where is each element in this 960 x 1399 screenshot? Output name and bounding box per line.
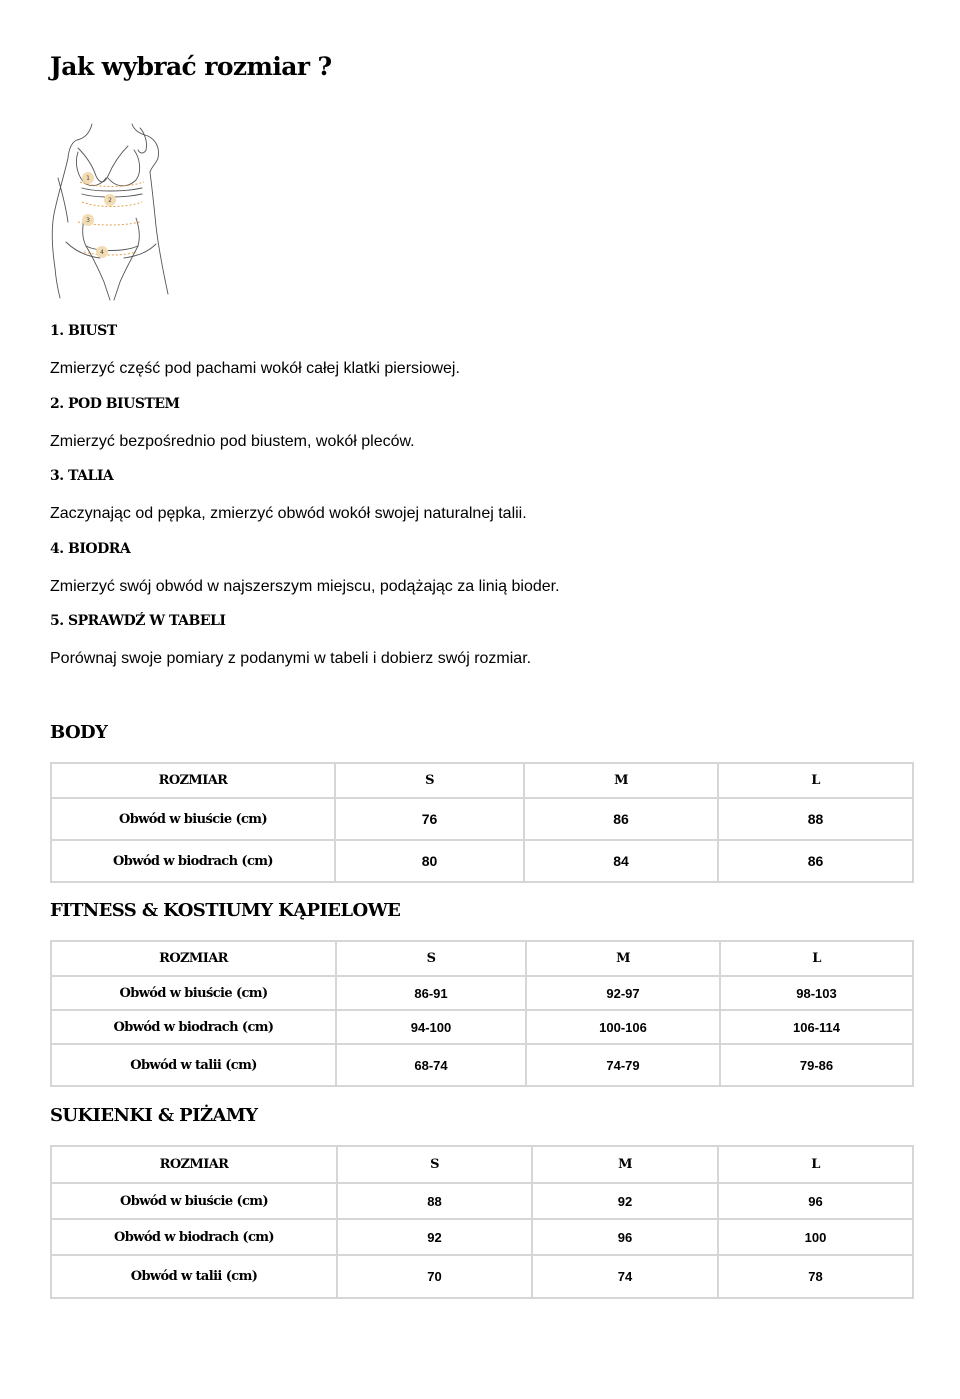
step-heading-biodra: 4. BIODRA xyxy=(50,541,131,557)
value-cell-m: 100-106 xyxy=(526,1010,720,1044)
value-cell-s: 92 xyxy=(337,1219,532,1255)
page-title: Jak wybrać rozmiar ? xyxy=(50,52,332,81)
table-row xyxy=(51,1044,913,1086)
table-row xyxy=(51,1255,913,1298)
step-text-talia: Zaczynając od pępka, zmierzyć obwód wokół swojej naturalnej talii. xyxy=(50,505,527,522)
row-label: Obwód w biodrach (cm) xyxy=(51,1010,336,1044)
value-cell-s: 86-91 xyxy=(336,976,526,1010)
value-cell-l: 98-103 xyxy=(720,976,913,1010)
size-table-body xyxy=(50,762,914,883)
header-cell-l: L xyxy=(720,941,913,976)
table-title-sukienki: SUKIENKI & PIŻAMY xyxy=(50,1105,258,1126)
value-cell-m: 84 xyxy=(524,840,718,882)
figure-marker-2: 2 xyxy=(108,197,112,204)
header-cell-m: M xyxy=(524,763,718,798)
value-cell-s: 80 xyxy=(335,840,524,882)
table-row xyxy=(51,976,913,1010)
figure-marker-3: 3 xyxy=(86,217,90,224)
header-cell-rozmiar: ROZMIAR xyxy=(51,763,335,798)
value-cell-s: 94-100 xyxy=(336,1010,526,1044)
table-title-body: BODY xyxy=(50,722,108,743)
value-cell-m: 74-79 xyxy=(526,1044,720,1086)
table-header-row xyxy=(51,763,913,798)
table-header-row xyxy=(51,941,913,976)
header-cell-l: L xyxy=(718,1146,913,1183)
step-heading-talia: 3. TALIA xyxy=(50,468,114,484)
step-text-biodra: Zmierzyć swój obwód w najszerszym miejscu, podążając za linią bioder. xyxy=(50,578,560,595)
row-label: Obwód w talii (cm) xyxy=(51,1044,336,1086)
value-cell-l: 86 xyxy=(718,840,913,882)
value-cell-m: 92-97 xyxy=(526,976,720,1010)
value-cell-l: 96 xyxy=(718,1183,913,1219)
value-cell-l: 100 xyxy=(718,1219,913,1255)
row-label: Obwód w biodrach (cm) xyxy=(51,840,335,882)
table-row xyxy=(51,1219,913,1255)
step-heading-biust: 1. BIUST xyxy=(50,323,117,339)
header-cell-rozmiar: ROZMIAR xyxy=(51,941,336,976)
size-table-fitness xyxy=(50,940,914,1087)
value-cell-m: 92 xyxy=(532,1183,718,1219)
step-text-pod-biustem: Zmierzyć bezpośrednio pod biustem, wokół pleców. xyxy=(50,433,415,450)
header-cell-m: M xyxy=(532,1146,718,1183)
step-text-biust: Zmierzyć część pod pachami wokół całej klatki piersiowej. xyxy=(50,360,460,377)
value-cell-s: 70 xyxy=(337,1255,532,1298)
table-row xyxy=(51,1010,913,1044)
value-cell-l: 106-114 xyxy=(720,1010,913,1044)
step-text-sprawdz: Porównaj swoje pomiary z podanymi w tabeli i dobierz swój rozmiar. xyxy=(50,650,532,667)
body-measurement-diagram-icon xyxy=(44,118,172,302)
table-header-row xyxy=(51,1146,913,1183)
step-heading-sprawdz: 5. SPRAWDŹ W TABELI xyxy=(50,613,226,629)
value-cell-l: 88 xyxy=(718,798,913,840)
table-title-fitness: FITNESS & KOSTIUMY KĄPIELOWE xyxy=(50,900,401,921)
table-row xyxy=(51,840,913,882)
header-cell-m: M xyxy=(526,941,720,976)
row-label: Obwód w biuście (cm) xyxy=(51,1183,337,1219)
header-cell-s: S xyxy=(337,1146,532,1183)
value-cell-s: 88 xyxy=(337,1183,532,1219)
table-row xyxy=(51,798,913,840)
value-cell-s: 76 xyxy=(335,798,524,840)
table-row xyxy=(51,1183,913,1219)
value-cell-m: 96 xyxy=(532,1219,718,1255)
row-label: Obwód w biuście (cm) xyxy=(51,976,336,1010)
value-cell-l: 79-86 xyxy=(720,1044,913,1086)
header-cell-rozmiar: ROZMIAR xyxy=(51,1146,337,1183)
value-cell-m: 86 xyxy=(524,798,718,840)
size-table-sukienki xyxy=(50,1145,914,1299)
header-cell-s: S xyxy=(336,941,526,976)
row-label: Obwód w talii (cm) xyxy=(51,1255,337,1298)
row-label: Obwód w biuście (cm) xyxy=(51,798,335,840)
value-cell-s: 68-74 xyxy=(336,1044,526,1086)
step-heading-pod-biustem: 2. POD BIUSTEM xyxy=(50,396,180,412)
figure-marker-1: 1 xyxy=(86,175,90,182)
value-cell-m: 74 xyxy=(532,1255,718,1298)
header-cell-l: L xyxy=(718,763,913,798)
header-cell-s: S xyxy=(335,763,524,798)
row-label: Obwód w biodrach (cm) xyxy=(51,1219,337,1255)
value-cell-l: 78 xyxy=(718,1255,913,1298)
figure-marker-4: 4 xyxy=(100,249,104,256)
